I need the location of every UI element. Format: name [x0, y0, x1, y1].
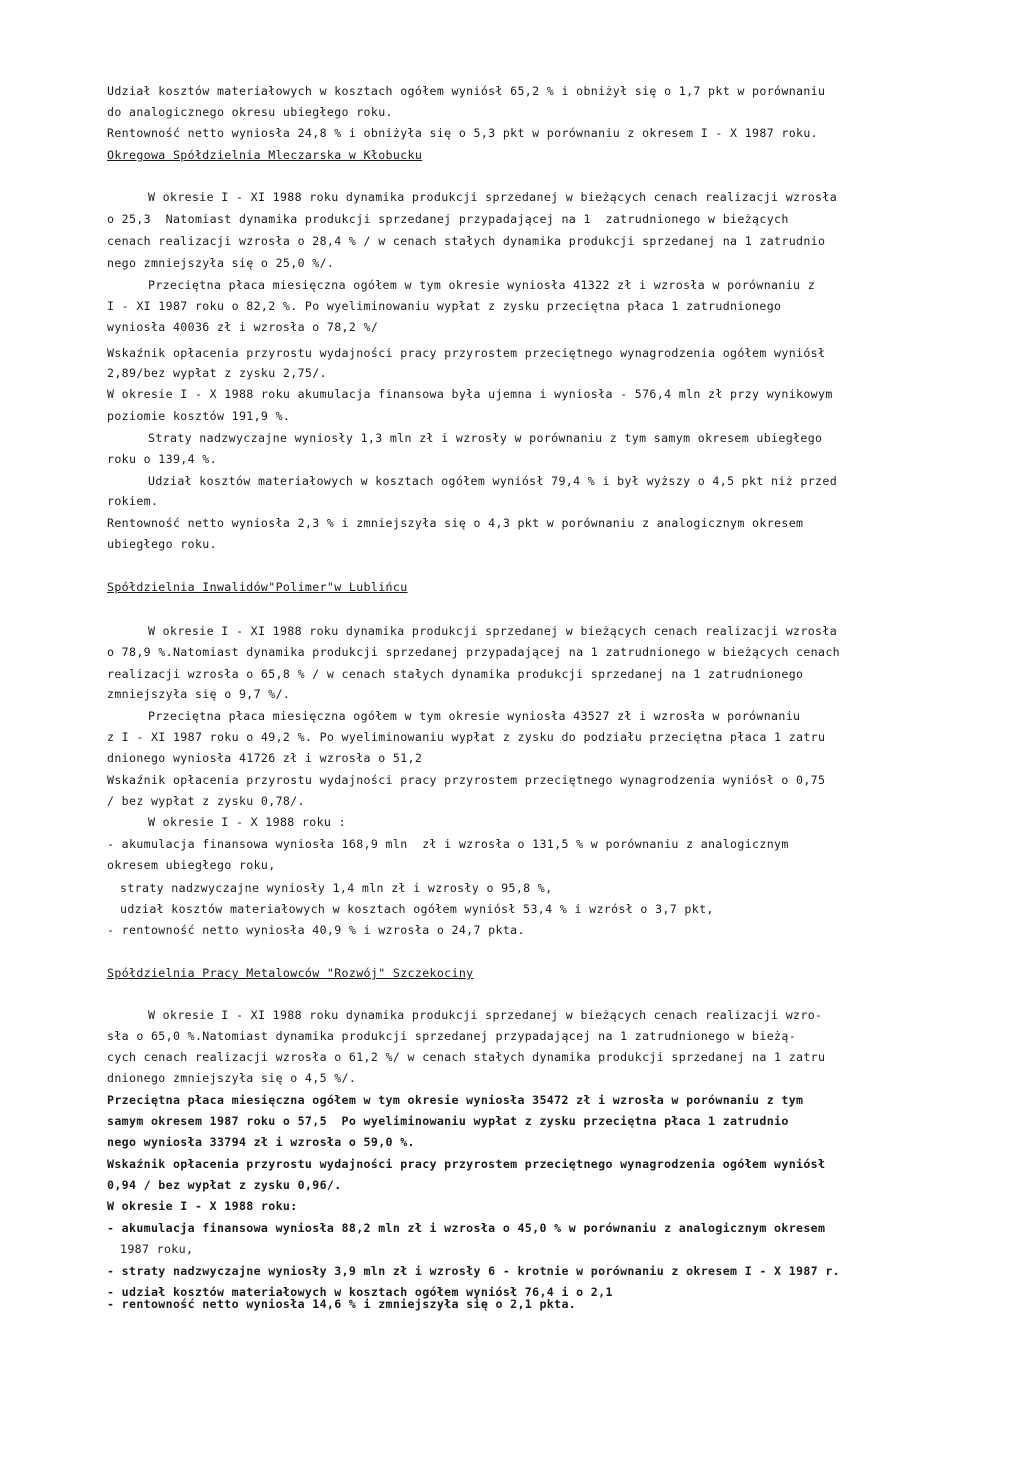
text-line: wyniosła 40036 zł i wzrosła o 78,2 %/ [107, 320, 379, 334]
text-line: Straty nadzwyczajne wyniosły 1,3 mln zł i wzrosły w porównaniu z tym samym okresem ubiegłego [148, 431, 823, 445]
text-line: realizacji wzrosła o 65,8 % / w cenach stałych dynamika produkcji sprzedanej na 1 zatrudnionego [107, 667, 804, 681]
text-line: roku o 139,4 %. [107, 452, 217, 466]
text-line: dnionego wyniosła 41726 zł i wzrosła o 51,2 [107, 751, 423, 765]
text-line: dnionego zmniejszyła się o 4,5 %/. [107, 1071, 357, 1085]
text-line: o 25,3 Natomiast dynamika produkcji sprzedanej przypadającej na 1 zatrudnionego w bieżących [107, 212, 789, 226]
text-line: Przeciętna płaca miesięczna ogółem w tym okresie wyniosła 43527 zł i wzrosła w porównaniu [148, 709, 801, 723]
text-line: Przeciętna płaca miesięczna ogółem w tym okresie wyniosła 41322 zł i wzrosła w porównaniu z [148, 278, 816, 292]
text-line: o 78,9 %.Natomiast dynamika produkcji sprzedanej przypadającej na 1 zatrudnionego w bieżących cenach [107, 645, 841, 659]
text-line: rokiem. [107, 494, 159, 508]
text-line: Przeciętna płaca miesięczna ogółem w tym okresie wyniosła 35472 zł i wzrosła w porównaniu z tym [107, 1093, 804, 1107]
text-line: Wskaźnik opłacenia przyrostu wydajności pracy przyrostem przeciętnego wynagrodzenia wyniósł o 0,75 [107, 773, 826, 787]
text-line: I - XI 1987 roku o 82,2 %. Po wyeliminowaniu wypłat z zysku przeciętna płaca 1 zatrudnionego [107, 299, 782, 313]
text-line: W okresie I - X 1988 roku: [107, 1199, 298, 1213]
text-line: - udział kosztów materiałowych w kosztach ogółem wyniósł 76,4 i o 2,1 [107, 1285, 613, 1299]
text-line: Wskaźnik opłacenia przyrostu wydajności pracy przyrostem przeciętnego wynagrodzenia ogółem wyniósł [107, 1157, 826, 1171]
text-line: - rentowność netto wyniosła 40,9 % i wzrosła o 24,7 pkta. [107, 923, 525, 937]
text-line: - rentowność netto wyniosła 14,6 % i zmniejszyła się o 2,1 pkta. [107, 1297, 577, 1311]
section-title: Spółdzielnia Inwalidów"Polimer"w Lublińcu [107, 580, 408, 594]
text-line: ubiegłego roku. [107, 537, 217, 551]
text-line: W okresie I - XI 1988 roku dynamika produkcji sprzedanej w bieżących cenach realizacji wzrosła [148, 624, 838, 638]
text-line: udział kosztów materiałowych w kosztach ogółem wyniósł 53,4 % i wzrósł o 3,7 pkt, [120, 902, 714, 916]
text-line: nego wyniosła 33794 zł i wzrosła o 59,0 %. [107, 1135, 415, 1149]
text-line: samym okresem 1987 roku o 57,5 Po wyeliminowaniu wypłat z zysku przeciętna płaca 1 zatrudnio [107, 1114, 789, 1128]
text-line: sła o 65,0 %.Natomiast dynamika produkcji sprzedanej przypadającej na 1 zatrudnionego w bieżą- [107, 1029, 797, 1043]
text-line: Wskaźnik opłacenia przyrostu wydajności pracy przyrostem przeciętnego wynagrodzenia ogółem wyniósł [107, 346, 826, 360]
text-line: do analogicznego okresu ubiegłego roku. [107, 105, 393, 119]
text-line: - akumulacja finansowa wyniosła 168,9 mln zł i wzrosła o 131,5 % w porównaniu z analogicznym [107, 837, 789, 851]
text-line: Rentowność netto wyniosła 2,3 % i zmniejszyła się o 4,3 pkt w porównaniu z analogicznym okresem [107, 516, 804, 530]
text-line: straty nadzwyczajne wyniosły 1,4 mln zł i wzrosły o 95,8 %, [120, 881, 553, 895]
text-line: okresem ubiegłego roku, [107, 858, 276, 872]
text-line: / bez wypłat z zysku 0,78/. [107, 794, 305, 808]
text-line: z I - XI 1987 roku o 49,2 %. Po wyeliminowaniu wypłat z zysku do podziału przeciętna płaca 1 zatru [107, 730, 826, 744]
text-line: W okresie I - XI 1988 roku dynamika produkcji sprzedanej w bieżących cenach realizacji wzrosła [148, 190, 838, 204]
text-line: 2,89/bez wypłat z zysku 2,75/. [107, 366, 327, 380]
text-line: cenach realizacji wzrosła o 28,4 % / w cenach stałych dynamika produkcji sprzedanej na 1 zatrudnio [107, 234, 826, 248]
text-line: - akumulacja finansowa wyniosła 88,2 mln zł i wzrosła o 45,0 % w porównaniu z analogicznym okresem [107, 1221, 826, 1235]
section-title: Spółdzielnia Pracy Metalowców "Rozwój" Szczekociny [107, 966, 474, 980]
text-line: Rentowność netto wyniosła 24,8 % i obniżyła się o 5,3 pkt w porównaniu z okresem I - X 1987 roku. [107, 126, 819, 140]
section-title: Okregowa Spółdzielnia Mleczarska w Kłobucku [107, 148, 423, 162]
text-line: W okresie I - X 1988 roku akumulacja finansowa była ujemna i wyniosła - 576,4 mln zł przy wynikowym [107, 387, 833, 401]
text-line: Udział kosztów materiałowych w kosztach ogółem wyniósł 79,4 % i był wyższy o 4,5 pkt niż przed [148, 474, 838, 488]
text-line: zmniejszyła się o 9,7 %/. [107, 687, 291, 701]
text-line: - straty nadzwyczajne wyniosły 3,9 mln zł i wzrosły 6 - krotnie w porównaniu z okresem I - X 1987 r. [107, 1264, 841, 1278]
text-line: 1987 roku, [120, 1242, 194, 1256]
text-line: W okresie I - X 1988 roku : [148, 815, 346, 829]
text-line: nego zmniejszyła się o 25,0 %/. [107, 256, 335, 270]
text-line: cych cenach realizacji wzrosła o 61,2 %/ w cenach stałych dynamika produkcji sprzedanej na 1 zatru [107, 1050, 826, 1064]
text-line: poziomie kosztów 191,9 %. [107, 409, 291, 423]
text-line: Udział kosztów materiałowych w kosztach ogółem wyniósł 65,2 % i obniżył się o 1,7 pkt w porównaniu [107, 84, 826, 98]
text-line: 0,94 / bez wypłat z zysku 0,96/. [107, 1178, 342, 1192]
text-line: W okresie I - XI 1988 roku dynamika produkcji sprzedanej w bieżących cenach realizacji wzro- [148, 1008, 823, 1022]
